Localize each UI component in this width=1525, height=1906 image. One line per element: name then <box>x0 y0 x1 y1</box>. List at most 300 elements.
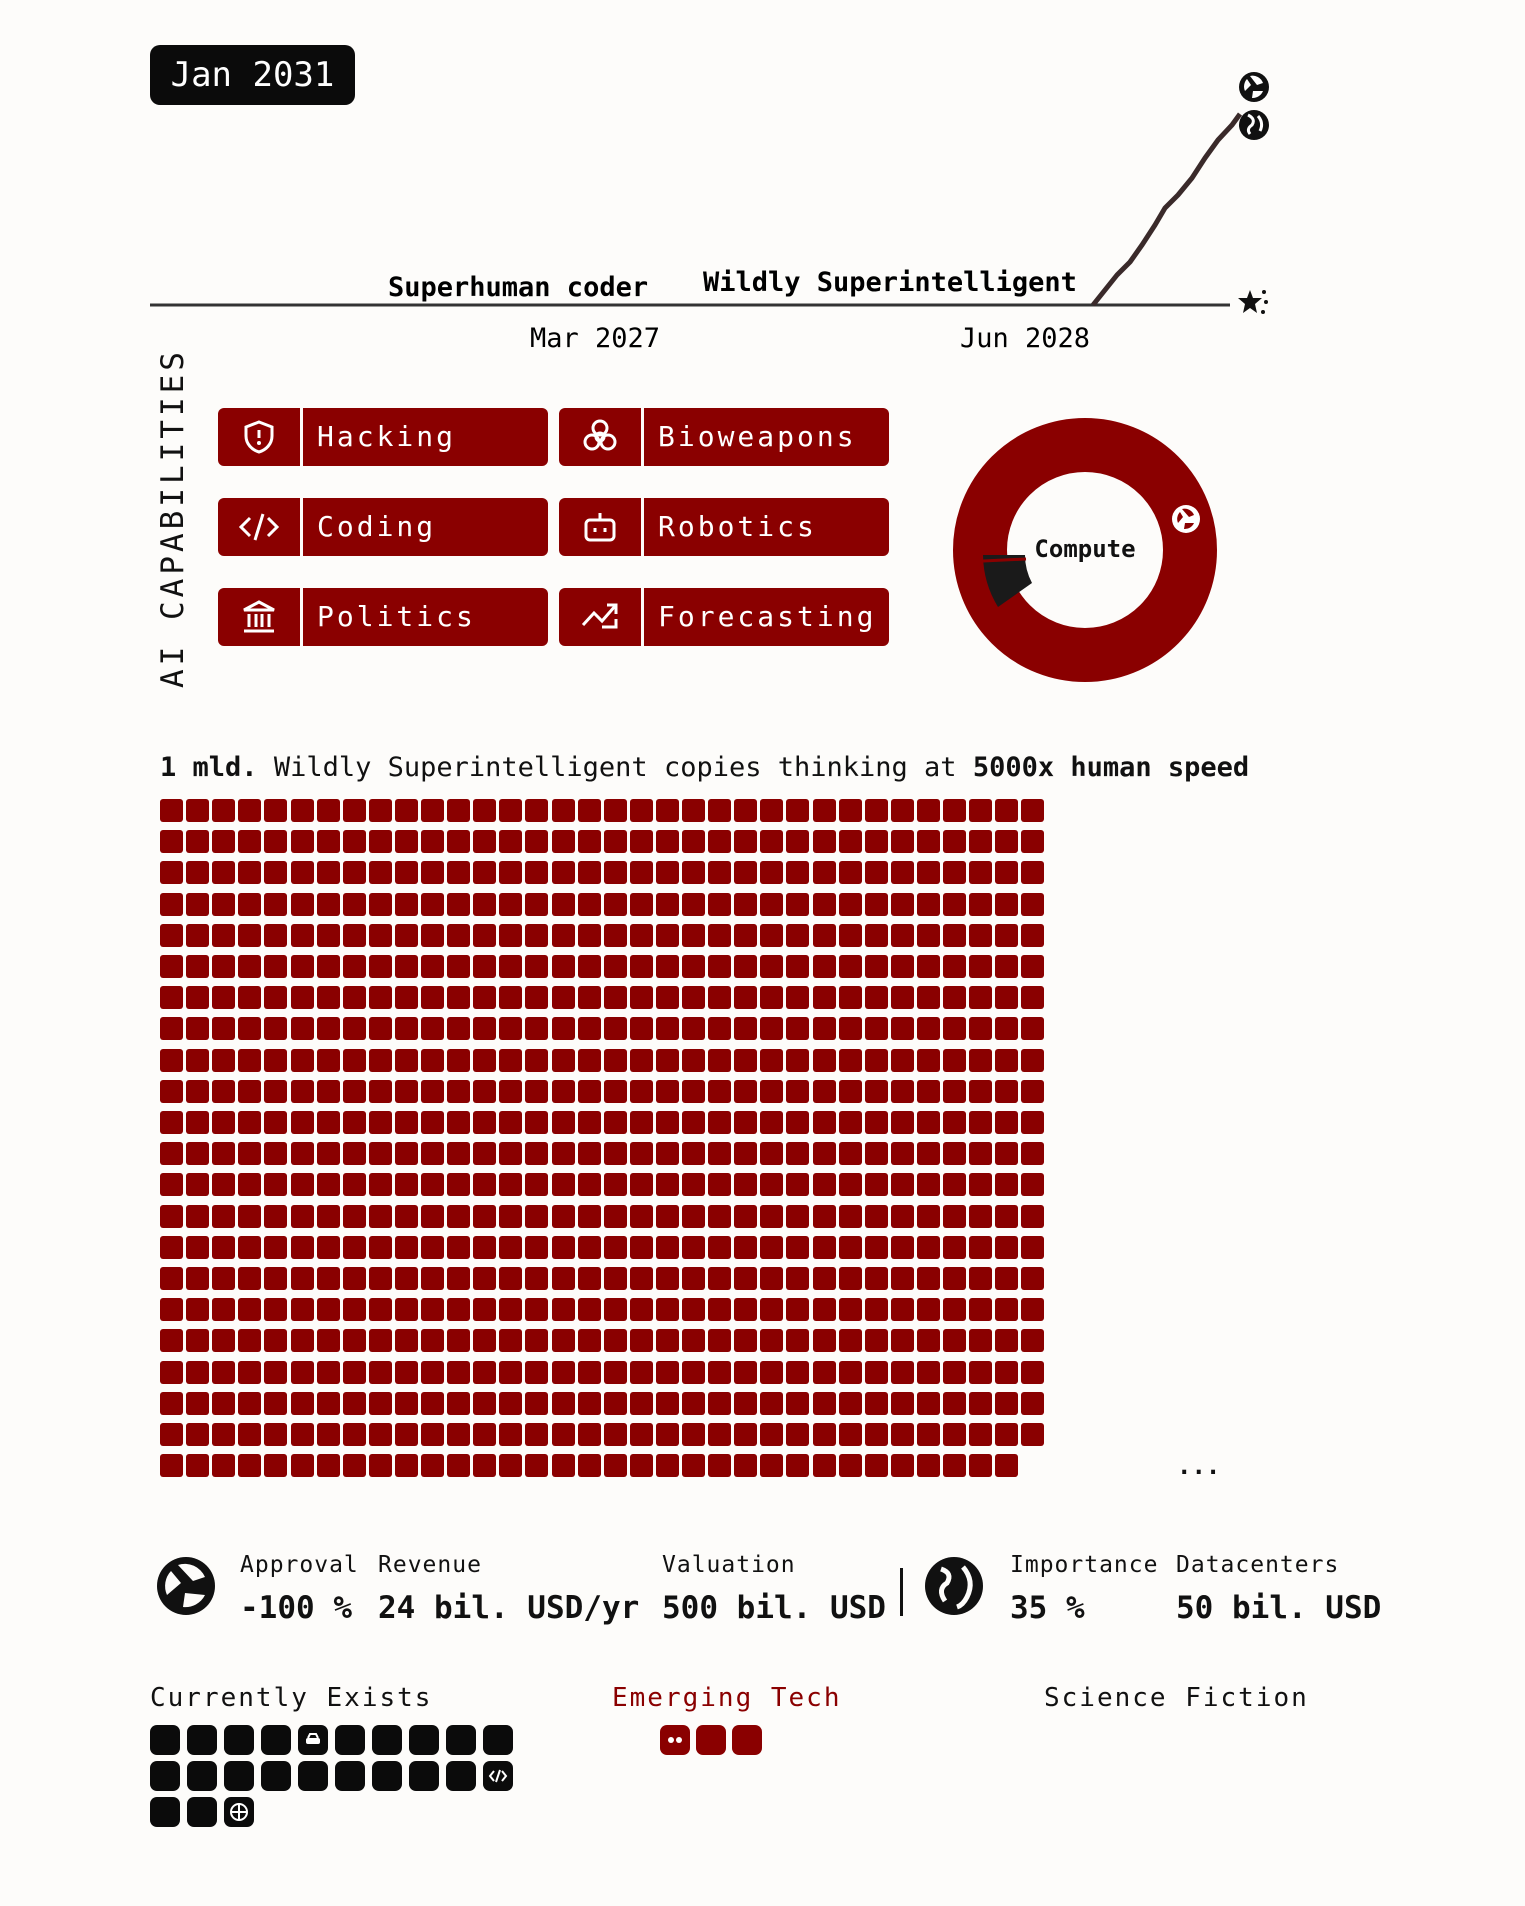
copy-cell <box>943 955 966 978</box>
copy-cell <box>499 1173 522 1196</box>
copy-cell <box>839 799 862 822</box>
capability-robotics[interactable] <box>559 498 889 556</box>
copy-cell <box>865 830 888 853</box>
tech-existing-item[interactable] <box>409 1761 439 1791</box>
tech-existing-item[interactable] <box>150 1797 180 1827</box>
copy-cell <box>421 1205 444 1228</box>
copy-cell <box>473 1423 496 1446</box>
copy-cell <box>395 1205 418 1228</box>
copy-cell <box>447 1329 470 1352</box>
copy-cell <box>421 1454 444 1477</box>
copy-cell <box>656 1423 679 1446</box>
copy-cell <box>369 1111 392 1134</box>
copy-cell <box>291 1329 314 1352</box>
copy-cell <box>317 1049 340 1072</box>
copy-cell <box>786 1267 809 1290</box>
copy-cell <box>813 1423 836 1446</box>
copy-cell <box>630 861 653 884</box>
copy-cell <box>1021 1111 1044 1134</box>
copy-cell <box>891 1111 914 1134</box>
copy-cell <box>264 830 287 853</box>
copy-cell <box>943 1329 966 1352</box>
copy-cell <box>369 1392 392 1415</box>
copy-cell <box>839 1111 862 1134</box>
capability-hacking[interactable] <box>218 408 548 466</box>
tech-existing-item[interactable] <box>224 1761 254 1791</box>
copy-cell <box>552 861 575 884</box>
copy-cell <box>525 1454 548 1477</box>
copy-cell <box>525 1423 548 1446</box>
copy-cell <box>630 1236 653 1259</box>
government-building-icon <box>218 588 300 646</box>
copy-cell <box>525 830 548 853</box>
tech-existing-item[interactable] <box>298 1725 328 1755</box>
tech-existing-item[interactable] <box>372 1725 402 1755</box>
copy-cell <box>708 861 731 884</box>
copy-cell <box>1021 799 1044 822</box>
copy-cell <box>865 861 888 884</box>
copy-cell <box>186 955 209 978</box>
copy-cell <box>839 986 862 1009</box>
copy-cell <box>160 1205 183 1228</box>
tech-existing-item[interactable] <box>335 1725 365 1755</box>
copy-cell <box>212 1454 235 1477</box>
copy-cell <box>682 1454 705 1477</box>
copy-cell <box>891 893 914 916</box>
copy-cell <box>160 1111 183 1134</box>
copy-cell <box>264 1173 287 1196</box>
copy-cell <box>578 1361 601 1384</box>
importance-label: Importance <box>1010 1552 1159 1578</box>
copy-cell <box>552 1111 575 1134</box>
copy-cell <box>552 1361 575 1384</box>
copy-cell <box>1021 1267 1044 1290</box>
copy-cell <box>734 1267 757 1290</box>
tech-existing-item[interactable] <box>261 1725 291 1755</box>
tech-existing-item[interactable] <box>409 1725 439 1755</box>
tech-emerging-item[interactable] <box>696 1725 726 1755</box>
copy-cell <box>264 1423 287 1446</box>
copy-cell <box>264 1392 287 1415</box>
copy-cell <box>343 1205 366 1228</box>
copy-cell <box>917 1049 940 1072</box>
copy-cell <box>995 1142 1018 1165</box>
copy-cell <box>734 924 757 947</box>
copy-cell <box>1021 1049 1044 1072</box>
copy-cell <box>786 1049 809 1072</box>
copy-cell <box>786 1361 809 1384</box>
copy-cell <box>317 1423 340 1446</box>
copy-cell <box>369 1298 392 1321</box>
tech-existing-item[interactable] <box>187 1761 217 1791</box>
copy-cell <box>238 1017 261 1040</box>
copy-cell <box>421 1111 444 1134</box>
copy-cell <box>891 924 914 947</box>
copy-cell <box>369 1329 392 1352</box>
copy-cell <box>839 1173 862 1196</box>
tech-existing-item[interactable] <box>335 1761 365 1791</box>
tier-emerging-tech-label: Emerging Tech <box>612 1683 842 1713</box>
copy-cell <box>525 1392 548 1415</box>
copy-cell <box>604 861 627 884</box>
copy-cell <box>291 924 314 947</box>
copy-cell <box>891 1454 914 1477</box>
copy-cell <box>160 799 183 822</box>
copy-cell <box>604 1017 627 1040</box>
openbrain-logo-icon <box>1239 72 1269 102</box>
copy-cell <box>212 1205 235 1228</box>
copy-cell <box>238 1111 261 1134</box>
copy-cell <box>760 1298 783 1321</box>
copy-cell <box>839 893 862 916</box>
copy-cell <box>656 1111 679 1134</box>
copy-cell <box>499 1111 522 1134</box>
copy-cell <box>186 1361 209 1384</box>
copy-cell <box>525 1173 548 1196</box>
copy-cell <box>291 955 314 978</box>
copy-cell <box>839 1205 862 1228</box>
copy-cell <box>578 924 601 947</box>
copy-cell <box>525 1205 548 1228</box>
copy-cell <box>160 1017 183 1040</box>
copy-cell <box>839 1361 862 1384</box>
copy-cell <box>630 986 653 1009</box>
copy-cell <box>160 893 183 916</box>
copy-cell <box>760 893 783 916</box>
copy-cell <box>343 799 366 822</box>
copy-cell <box>969 1017 992 1040</box>
copy-cell <box>421 893 444 916</box>
copy-cell <box>395 893 418 916</box>
copy-cell <box>447 1017 470 1040</box>
copy-cell <box>212 1329 235 1352</box>
copy-cell <box>447 986 470 1009</box>
importance-value: 35 % <box>1010 1590 1085 1626</box>
copy-cell <box>369 924 392 947</box>
copy-cell <box>813 1298 836 1321</box>
copy-cell <box>656 1236 679 1259</box>
valuation-value: 500 bil. USD <box>662 1590 886 1626</box>
copy-cell <box>786 1173 809 1196</box>
copy-cell <box>343 1329 366 1352</box>
copy-cell <box>525 1049 548 1072</box>
copy-cell <box>604 1423 627 1446</box>
copy-cell <box>943 1017 966 1040</box>
copy-cell <box>682 893 705 916</box>
copy-cell <box>656 1205 679 1228</box>
copy-cell <box>473 861 496 884</box>
copy-cell <box>630 1361 653 1384</box>
copy-cell <box>813 1361 836 1384</box>
copy-cell <box>604 1361 627 1384</box>
copy-cell <box>839 1049 862 1072</box>
copy-cell <box>186 924 209 947</box>
copy-cell <box>160 1049 183 1072</box>
copy-cell <box>552 1236 575 1259</box>
copy-cell <box>264 1267 287 1290</box>
copy-cell <box>682 986 705 1009</box>
copy-cell <box>447 799 470 822</box>
copy-cell <box>212 924 235 947</box>
copy-cell <box>160 1329 183 1352</box>
copy-cell <box>552 1049 575 1072</box>
tech-existing-item[interactable] <box>446 1761 476 1791</box>
copy-cell <box>995 1080 1018 1103</box>
tech-existing-item[interactable] <box>187 1725 217 1755</box>
copy-cell <box>734 1361 757 1384</box>
copy-cell <box>734 986 757 1009</box>
copy-cell <box>473 1173 496 1196</box>
copy-cell <box>943 924 966 947</box>
copy-cell <box>291 1142 314 1165</box>
copy-cell <box>995 986 1018 1009</box>
copy-cell <box>891 1173 914 1196</box>
copy-cell <box>917 1361 940 1384</box>
tech-existing-item[interactable] <box>446 1725 476 1755</box>
tech-emerging-item[interactable] <box>660 1725 690 1755</box>
copy-cell <box>160 1267 183 1290</box>
copy-cell <box>969 986 992 1009</box>
copy-cell <box>291 1205 314 1228</box>
copy-cell <box>682 861 705 884</box>
copy-cell <box>708 1361 731 1384</box>
copy-cell <box>917 1017 940 1040</box>
copy-cell <box>891 955 914 978</box>
capability-forecasting[interactable] <box>559 588 889 646</box>
copy-cell <box>969 1173 992 1196</box>
copy-cell <box>369 1049 392 1072</box>
tech-existing-item[interactable] <box>224 1797 254 1827</box>
copy-cell <box>421 1017 444 1040</box>
copy-cell <box>212 1236 235 1259</box>
copy-cell <box>264 1049 287 1072</box>
copy-cell <box>395 1392 418 1415</box>
copy-cell <box>786 1017 809 1040</box>
copy-cell <box>343 1267 366 1290</box>
copy-cell <box>578 1173 601 1196</box>
copy-cell <box>552 1454 575 1477</box>
copy-cell <box>317 1392 340 1415</box>
copy-cell <box>656 893 679 916</box>
tech-existing-item[interactable] <box>150 1725 180 1755</box>
copy-cell <box>760 1017 783 1040</box>
copy-cell <box>369 1267 392 1290</box>
copy-cell <box>317 1111 340 1134</box>
copy-cell <box>473 830 496 853</box>
copy-cell <box>630 1423 653 1446</box>
copy-cell <box>343 1423 366 1446</box>
copy-cell <box>343 986 366 1009</box>
copy-cell <box>499 924 522 947</box>
copy-cell <box>865 1049 888 1072</box>
copy-cell <box>734 799 757 822</box>
copy-cell <box>499 1205 522 1228</box>
copy-cell <box>499 1080 522 1103</box>
copy-cell <box>1021 1392 1044 1415</box>
copy-cell <box>525 1236 548 1259</box>
copy-cell <box>186 1205 209 1228</box>
copy-cell <box>447 1267 470 1290</box>
copy-cell <box>604 1267 627 1290</box>
tech-existing-item[interactable] <box>150 1761 180 1791</box>
copy-cell <box>760 986 783 1009</box>
copy-cell <box>1021 1236 1044 1259</box>
copy-cell <box>238 1267 261 1290</box>
copy-cell <box>291 799 314 822</box>
tech-existing-item[interactable] <box>298 1761 328 1791</box>
copy-cell <box>343 1298 366 1321</box>
copy-cell <box>943 1205 966 1228</box>
copy-cell <box>499 830 522 853</box>
copy-cell <box>395 861 418 884</box>
copy-cell <box>473 955 496 978</box>
copy-cell <box>473 1267 496 1290</box>
copy-cell <box>943 1423 966 1446</box>
copy-cell <box>499 1049 522 1072</box>
copy-cell <box>317 1173 340 1196</box>
copy-cell <box>630 1392 653 1415</box>
copy-cell <box>238 1329 261 1352</box>
copy-cell <box>630 893 653 916</box>
capability-politics[interactable] <box>218 588 548 646</box>
copy-cell <box>578 1298 601 1321</box>
copy-cell <box>708 1049 731 1072</box>
copy-cell <box>238 830 261 853</box>
copy-cell <box>186 1329 209 1352</box>
copy-cell <box>395 1329 418 1352</box>
copy-cell <box>186 1298 209 1321</box>
copy-cell <box>186 1142 209 1165</box>
copy-cell <box>917 1205 940 1228</box>
copy-cell <box>734 1298 757 1321</box>
copy-cell <box>630 1454 653 1477</box>
copy-cell <box>264 1298 287 1321</box>
openbrain-logo-icon <box>155 1555 217 1617</box>
copy-cell <box>786 1236 809 1259</box>
copy-cell <box>238 1392 261 1415</box>
tech-existing-item[interactable] <box>261 1761 291 1791</box>
copy-cell <box>369 1361 392 1384</box>
copy-cell <box>891 1049 914 1072</box>
ai-capabilities-label: AI CAPABILITIES <box>155 348 191 688</box>
copy-cell <box>186 1267 209 1290</box>
copy-cell <box>604 830 627 853</box>
copy-cell <box>499 1298 522 1321</box>
copy-cell <box>447 861 470 884</box>
copy-cell <box>264 893 287 916</box>
copy-cell <box>734 1173 757 1196</box>
tech-emerging-item[interactable] <box>732 1725 762 1755</box>
copy-cell <box>499 1236 522 1259</box>
copy-cell <box>969 799 992 822</box>
copy-cell <box>943 1111 966 1134</box>
copy-cell <box>552 924 575 947</box>
openbrain-logo-icon <box>1172 505 1200 533</box>
copy-cell <box>473 1298 496 1321</box>
copy-cell <box>212 955 235 978</box>
copy-cell <box>656 1298 679 1321</box>
copy-cell <box>499 1454 522 1477</box>
copy-cell <box>682 924 705 947</box>
copy-cell <box>447 1392 470 1415</box>
copy-cell <box>682 830 705 853</box>
copy-cell <box>760 1236 783 1259</box>
copy-cell <box>682 955 705 978</box>
tech-existing-item[interactable] <box>372 1761 402 1791</box>
copy-cell <box>943 830 966 853</box>
tech-existing-item[interactable] <box>483 1761 513 1791</box>
tech-existing-item[interactable] <box>483 1725 513 1755</box>
copy-cell <box>160 861 183 884</box>
copy-cell <box>760 1111 783 1134</box>
copy-cell <box>917 955 940 978</box>
copy-cell <box>604 1454 627 1477</box>
copy-cell <box>917 830 940 853</box>
copy-cell <box>969 1236 992 1259</box>
copy-cell <box>160 830 183 853</box>
copy-cell <box>865 1329 888 1352</box>
capability-bioweapons[interactable] <box>559 408 889 466</box>
copy-cell <box>786 1423 809 1446</box>
copy-cell <box>238 986 261 1009</box>
copy-cell <box>212 1361 235 1384</box>
copy-cell <box>473 1017 496 1040</box>
copy-cell <box>317 830 340 853</box>
copy-cell <box>813 1267 836 1290</box>
copy-cell <box>238 861 261 884</box>
copy-cell <box>317 955 340 978</box>
copy-cell <box>578 1329 601 1352</box>
copy-cell <box>734 1236 757 1259</box>
copy-cell <box>473 1361 496 1384</box>
copy-cell <box>578 830 601 853</box>
copy-cell <box>499 1329 522 1352</box>
copy-cell <box>343 1142 366 1165</box>
copy-cell <box>552 1017 575 1040</box>
copy-cell <box>447 830 470 853</box>
copy-cell <box>578 1205 601 1228</box>
copy-cell <box>212 1049 235 1072</box>
tech-existing-item[interactable] <box>224 1725 254 1755</box>
copy-cell <box>630 1142 653 1165</box>
tech-existing-item[interactable] <box>187 1797 217 1827</box>
copy-cell <box>499 1017 522 1040</box>
copy-cell <box>708 799 731 822</box>
copy-cell <box>317 861 340 884</box>
copy-cell <box>708 1298 731 1321</box>
copy-cell <box>865 1142 888 1165</box>
copy-cell <box>473 1049 496 1072</box>
copy-cell <box>421 1173 444 1196</box>
capability-coding[interactable] <box>218 498 548 556</box>
copy-cell <box>291 861 314 884</box>
copy-cell <box>421 1080 444 1103</box>
copy-cell <box>995 799 1018 822</box>
copy-cell <box>238 1142 261 1165</box>
copy-cell <box>525 1267 548 1290</box>
copy-cell <box>708 1080 731 1103</box>
copy-cell <box>891 861 914 884</box>
copy-cell <box>317 986 340 1009</box>
copy-cell <box>760 1361 783 1384</box>
copy-cell <box>369 861 392 884</box>
copy-cell <box>708 1017 731 1040</box>
copy-cell <box>525 1142 548 1165</box>
copy-cell <box>369 830 392 853</box>
copy-cell <box>760 1267 783 1290</box>
copy-cell <box>264 1017 287 1040</box>
copy-cell <box>186 1049 209 1072</box>
